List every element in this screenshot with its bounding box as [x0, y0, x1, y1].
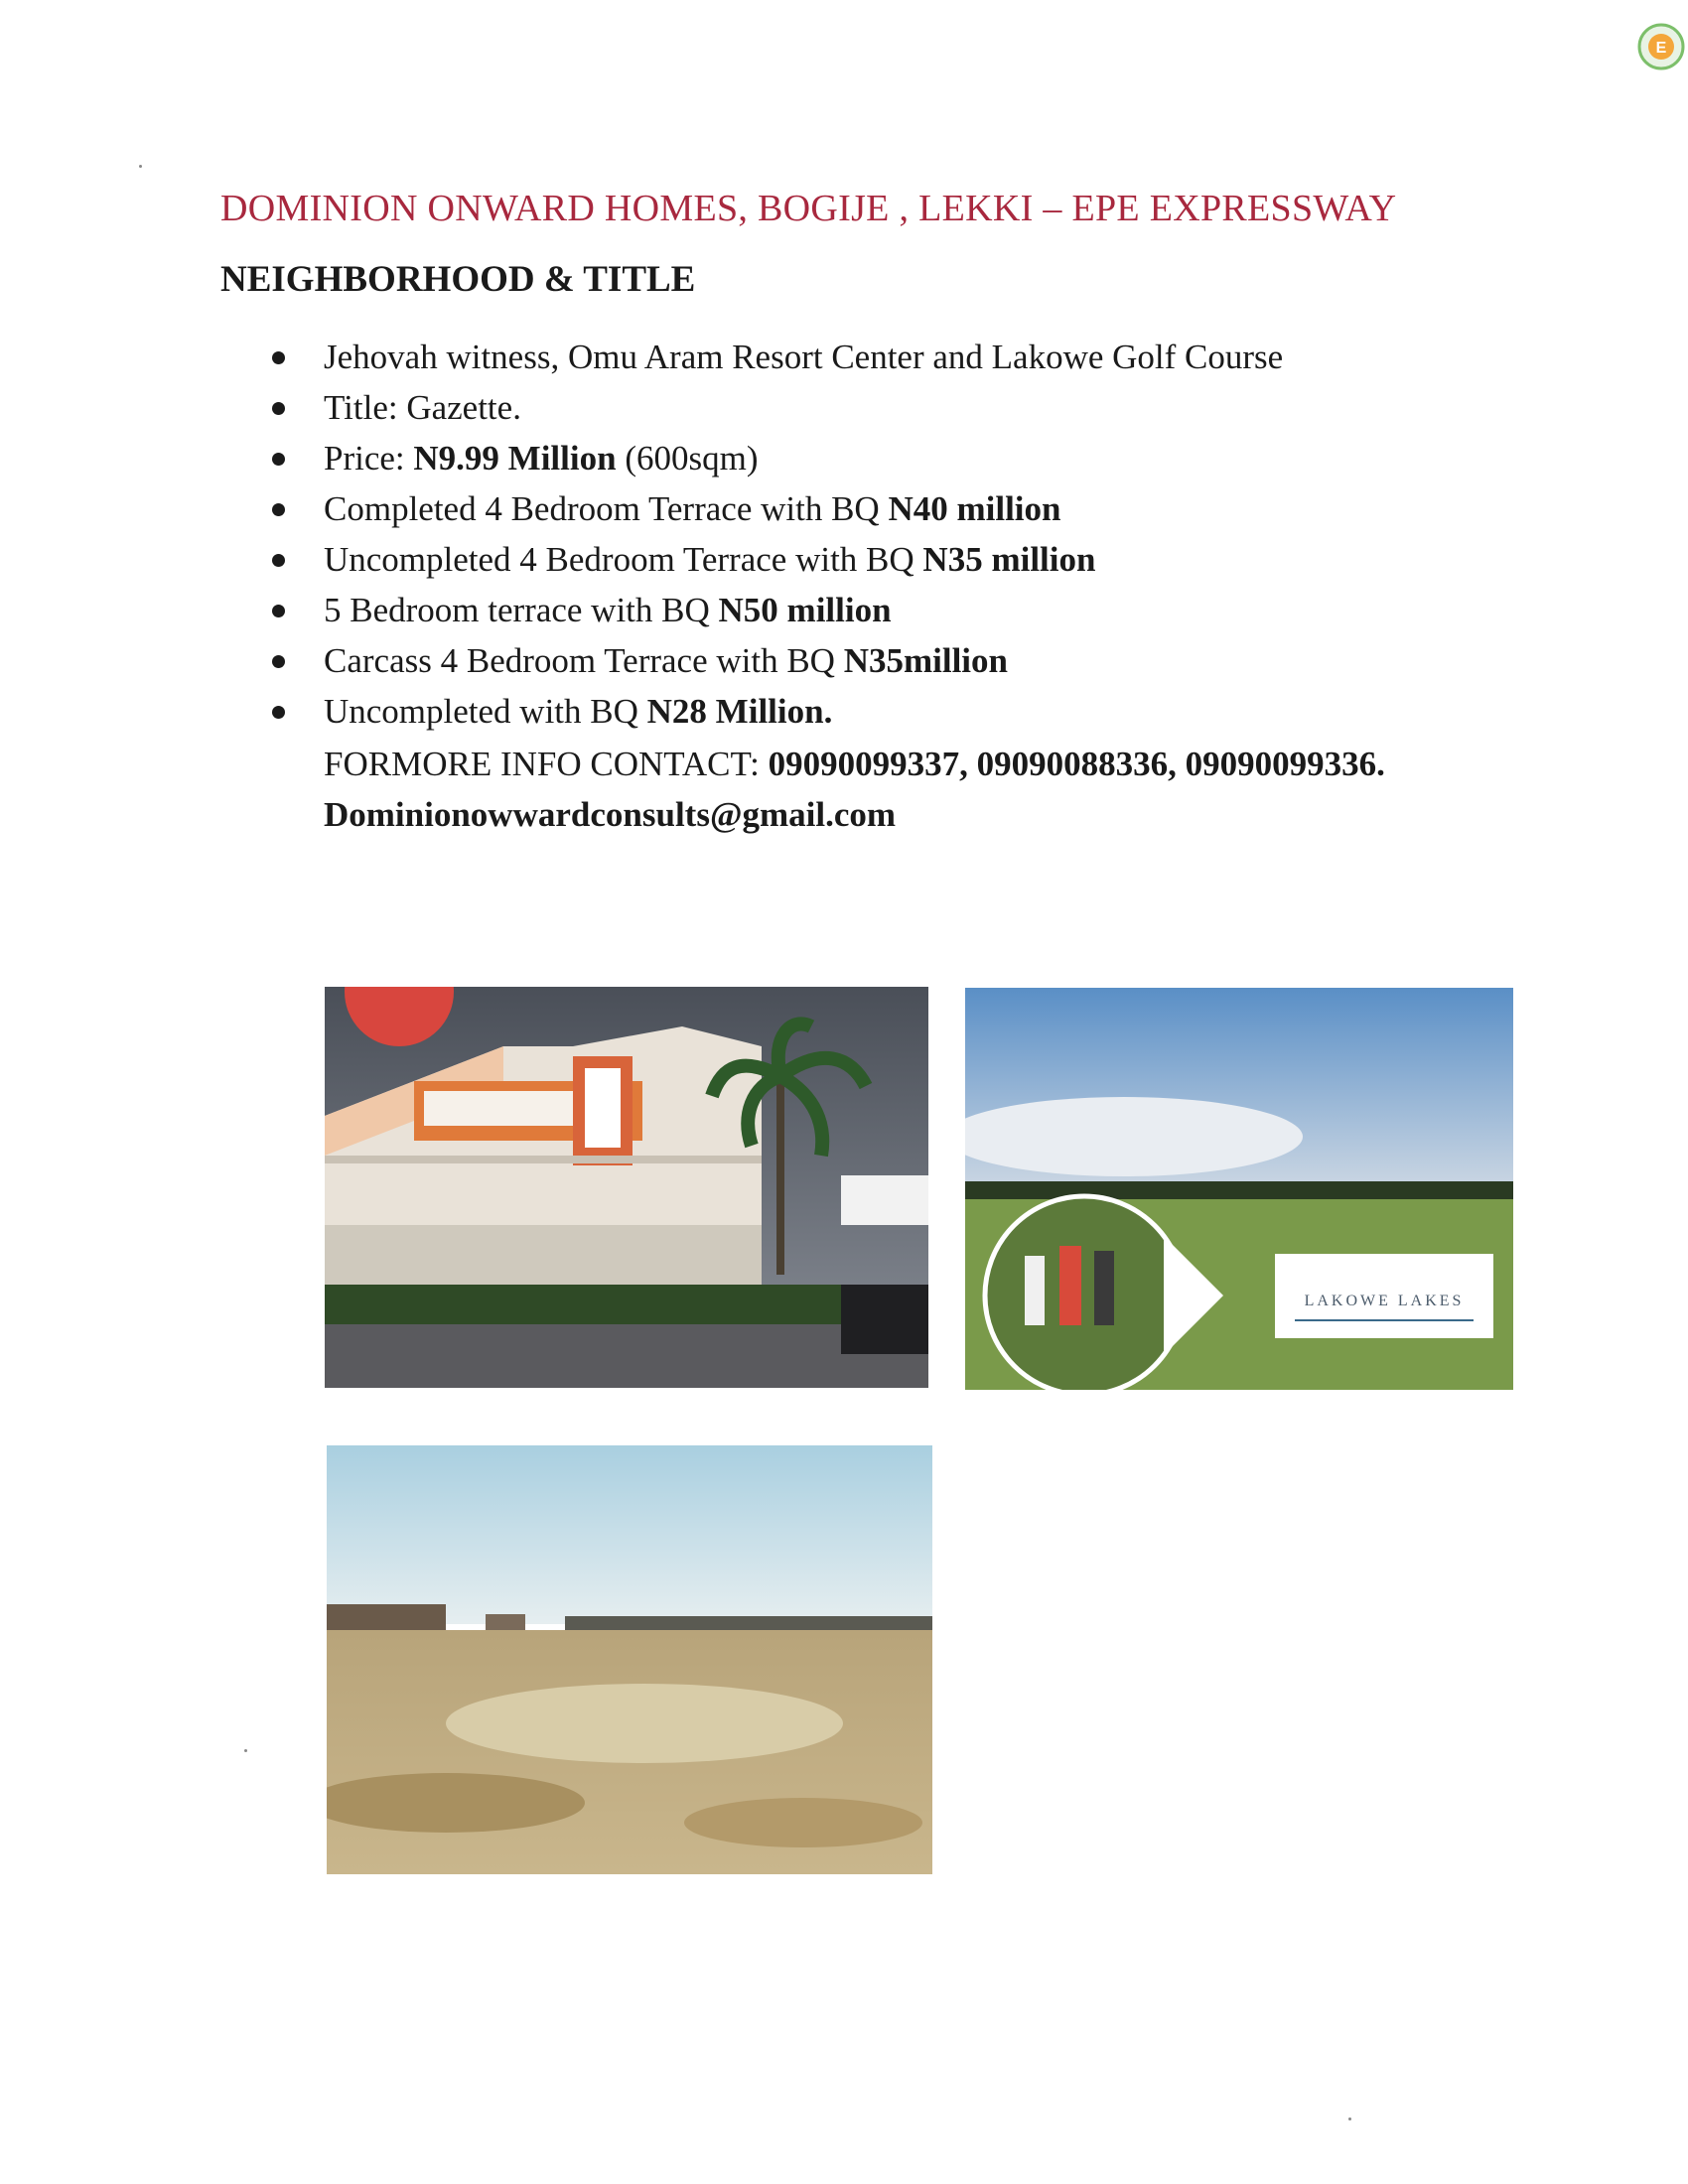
scan-dot: [1348, 2117, 1351, 2120]
contact-label: FORMORE INFO CONTACT:: [324, 745, 769, 783]
corner-logo-icon: [1636, 20, 1686, 73]
list-item: Title: Gazette.: [272, 382, 1283, 433]
bullet-icon: [272, 351, 285, 364]
page-title: DOMINION ONWARD HOMES, BOGIJE , LEKKI – EPE EXPRESSWAY: [220, 188, 1397, 229]
bullet-icon: [272, 402, 285, 415]
bullet-icon: [272, 706, 285, 719]
contact-email: Dominionowwardconsults@gmail.com: [324, 795, 897, 834]
bullet-icon: [272, 605, 285, 617]
list-item: 5 Bedroom terrace with BQ N50 million: [272, 585, 1283, 635]
list-item: Jehovah witness, Omu Aram Resort Center and Lakowe Golf Course: [272, 332, 1283, 382]
contact-line: [324, 739, 1385, 789]
contact-info: [324, 739, 1385, 840]
scan-dot: [139, 165, 142, 168]
svg-text:E: E: [1655, 40, 1667, 57]
list-item: Completed 4 Bedroom Terrace with BQ N40 million: [272, 483, 1283, 534]
scan-dot: [244, 1749, 247, 1752]
bullet-icon: [272, 503, 285, 516]
golf-course-photo: [965, 988, 1513, 1390]
contact-phones: 09090099337, 09090088336, 09090099336.: [768, 745, 1385, 783]
terrace-house-photo: [325, 987, 928, 1388]
bullet-icon: [272, 453, 285, 466]
golf-sign-text: LAKOWE LAKES: [1304, 1293, 1465, 1309]
list-item: Carcass 4 Bedroom Terrace with BQ N35million: [272, 635, 1283, 686]
list-item: Uncompleted 4 Bedroom Terrace with BQ N35 million: [272, 534, 1283, 585]
feature-list: [272, 332, 1283, 737]
list-item: Price: N9.99 Million (600sqm): [272, 433, 1283, 483]
contact-email-line: [324, 789, 1385, 840]
bullet-icon: [272, 655, 285, 668]
section-heading: NEIGHBORHOOD & TITLE: [220, 259, 696, 300]
list-item: Uncompleted with BQ N28 Million.: [272, 686, 1283, 737]
land-photo: [327, 1445, 932, 1874]
bullet-icon: [272, 554, 285, 567]
